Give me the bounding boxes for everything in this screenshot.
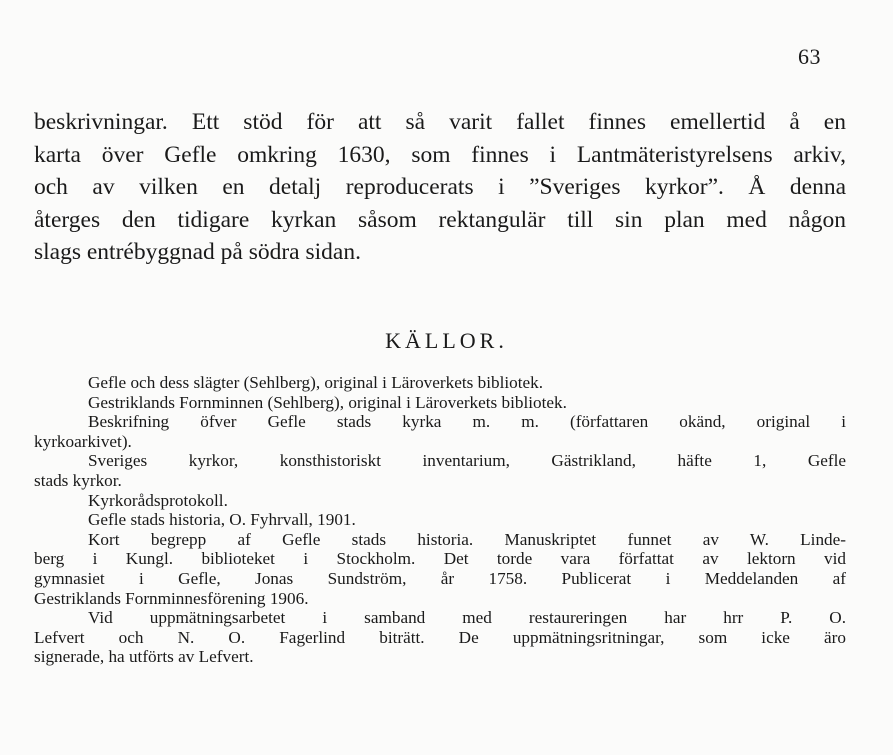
source-line: Lefvert och N. O. Fagerlind biträtt. De uppmätningsritningar, som icke äro (34, 627, 846, 647)
paragraph-line: återges den tidigare kyrkan såsom rektangulär till sin plan med någon (34, 206, 846, 233)
source-line: Sveriges kyrkor, konsthistoriskt inventarium, Gästrikland, häfte 1, Gefle (88, 451, 846, 471)
source-line: Vid uppmätningsarbetet i samband med restaureringen har hrr P. O. (88, 608, 846, 628)
source-line: Kyrkorådsprotokoll. (88, 490, 228, 510)
source-line: Gefle och dess slägter (Sehlberg), original i Läroverkets bibliotek. (88, 373, 544, 392)
section-heading: KÄLLOR. (385, 328, 508, 353)
page-number: 63 (798, 44, 821, 69)
source-line: stads kyrkor. (34, 470, 122, 490)
paragraph-line: karta över Gefle omkring 1630, som finnes i Lantmäteristyrelsens arkiv, (34, 141, 846, 168)
source-line: kyrkoarkivet). (34, 431, 132, 451)
source-line: Beskrifning öfver Gefle stads kyrka m. m. (författaren okänd, original i (88, 412, 846, 432)
source-line: Gestriklands Fornminnen (Sehlberg), original i Läroverkets bibliotek. (88, 392, 567, 412)
source-line: Gefle stads historia, O. Fyhrvall, 1901. (88, 510, 356, 530)
source-line: signerade, ha utförts av Lefvert. (34, 647, 254, 667)
source-line: Kort begrepp af Gefle stads historia. Manuskriptet funnet av W. Linde- (88, 529, 846, 549)
paragraph-line: beskrivningar. Ett stöd för att så varit fallet finnes emellertid å en (34, 109, 846, 135)
source-line: gymnasiet i Gefle, Jonas Sundström, år 1758. Publicerat i Meddelanden af (34, 568, 846, 588)
paragraph-line: och av vilken en detalj reproducerats i ”Sveriges kyrkor”. Å denna (34, 174, 846, 200)
paragraph-line: slags entrébyggnad på södra sidan. (34, 239, 361, 265)
source-line: berg i Kungl. biblioteket i Stockholm. Det torde vara författat av lektorn vid (34, 549, 846, 569)
source-line: Gestriklands Fornminnesförening 1906. (34, 588, 309, 608)
sources-list (34, 373, 846, 667)
body-paragraph (34, 106, 846, 269)
